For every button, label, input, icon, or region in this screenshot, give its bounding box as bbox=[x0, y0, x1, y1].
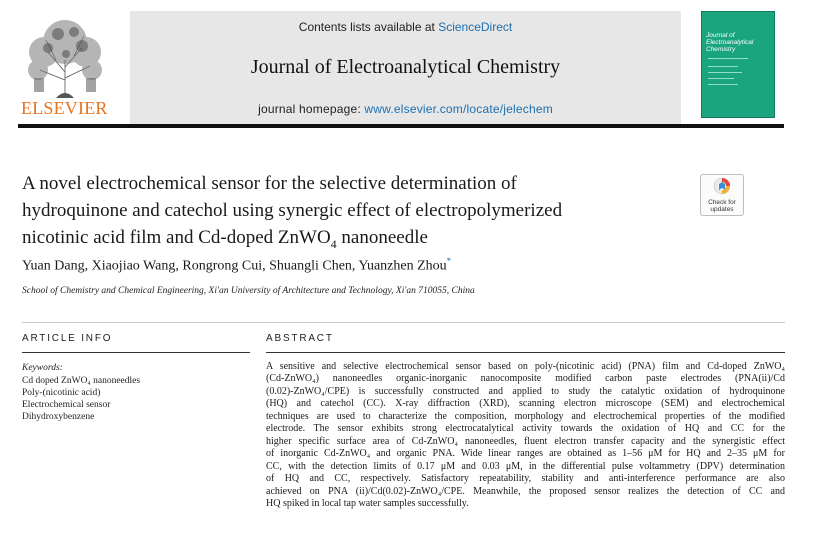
cover-divider bbox=[708, 78, 734, 79]
abstract-line: techniques are used to characterize the composition, morphology and electrochemical properties of the modified bbox=[266, 410, 785, 422]
abstract-line: (Cd-ZnWO₄) nanoneedles organic-inorganic nanocomposite modified carbon paste electrodes (PNA(ii)/Cd bbox=[266, 373, 785, 385]
cover-title-line2: Electroanalytical bbox=[706, 39, 754, 46]
keyword-item: Electrochemical sensor bbox=[22, 400, 111, 410]
title-line-3-text: nicotinic acid film and Cd-doped ZnWO bbox=[22, 227, 331, 248]
check-label-line2: updates bbox=[710, 206, 734, 213]
article-title bbox=[22, 170, 682, 258]
publisher-name: ELSEVIER bbox=[21, 98, 108, 118]
abstract-line: of HQ and CC, respectively. Satisfactory repeatability, stability and anti-interference performance are also bbox=[266, 473, 785, 485]
check-for-updates-label bbox=[700, 199, 744, 213]
author-list bbox=[22, 256, 451, 275]
cover-title bbox=[706, 32, 770, 53]
title-line-2: hydroquinone and catechol using synergic effect of electropolymerized bbox=[22, 200, 563, 221]
keywords-label: Keywords: bbox=[22, 363, 63, 373]
homepage-link[interactable]: www.elsevier.com/locate/jelechem bbox=[364, 102, 553, 116]
keyword-item: Poly-(nicotinic acid) bbox=[22, 388, 101, 398]
section-divider bbox=[22, 322, 785, 323]
abstract-body bbox=[266, 361, 785, 510]
contents-line bbox=[130, 20, 681, 34]
cover-title-line1: Journal of bbox=[706, 32, 735, 39]
title-line-3-end: nanoneedle bbox=[336, 227, 428, 248]
keyword-item: Dihydroxybenzene bbox=[22, 412, 95, 422]
contents-prefix: Contents lists available at bbox=[298, 20, 439, 34]
abstract-line: achieved on PNA (ii)/Cd(0.02)-ZnWO₄/CPE. Meanwhile, the proposed sensor realizes the detection of CC and bbox=[266, 485, 785, 497]
keyword-item: Cd doped ZnWO₄ nanoneedles bbox=[22, 376, 141, 386]
title-line-3 bbox=[22, 224, 682, 258]
cover-title-line3: Chemistry bbox=[706, 46, 736, 53]
check-label-line1: Check for bbox=[708, 199, 736, 206]
check-updates-icon bbox=[713, 177, 731, 197]
abstract-rule bbox=[266, 352, 785, 353]
abstract-line: higher specific surface area of Cd-ZnWO₄ nanoneedles, fluent electron transfer capacity and the synergistic effect bbox=[266, 435, 785, 447]
title-line-1: A novel electrochemical sensor for the selective determination of bbox=[22, 173, 517, 194]
abstract-heading: ABSTRACT bbox=[266, 333, 334, 344]
journal-title: Journal of Electroanalytical Chemistry bbox=[250, 56, 561, 78]
cover-divider bbox=[708, 58, 748, 59]
cover-divider bbox=[708, 66, 738, 67]
title-subscript: 4 bbox=[330, 236, 337, 251]
article-info-heading: ARTICLE INFO bbox=[22, 333, 113, 344]
sciencedirect-link[interactable]: ScienceDirect bbox=[438, 20, 513, 34]
abstract-line: A sensitive and selective electrochemical sensor based on poly-(nicotinic acid) (PNA) film and Cd-doped ZnWO₄ bbox=[266, 361, 785, 372]
cover-divider bbox=[708, 72, 742, 73]
journal-cover-thumbnail[interactable] bbox=[701, 11, 775, 118]
homepage-prefix: journal homepage: bbox=[258, 102, 365, 116]
cover-divider bbox=[708, 84, 738, 85]
abstract-line: (HQ) and catechol (CC). X-ray diffraction (XRD), scanning electron microscope (SEM) and electrochemical bbox=[266, 398, 785, 410]
corresponding-author-mark[interactable]: * bbox=[446, 256, 452, 266]
authors-text: Yuan Dang, Xiaojiao Wang, Rongrong Cui, Shuangli Chen, Yuanzhen Zhou bbox=[22, 258, 447, 274]
abstract-line: of inorganic Cd-ZnWO₄ and organic PNA. Wide linear ranges are obtained as 1–56 μM for HQ and 2–35 μM for bbox=[266, 448, 785, 460]
abstract-line: HQ spiked in local tap water samples successfully. bbox=[266, 497, 469, 509]
abstract-line: CC, with the detection limits of 0.17 μM and 0.03 μM, in the differential pulse voltammetry (DPV) determination bbox=[266, 460, 785, 472]
abstract-line: electrode. The sensor exhibits strong electrocatalytical activity towards the oxidation of HQ and CC for the bbox=[266, 423, 785, 435]
header-rule bbox=[18, 124, 784, 128]
abstract-line: (0.02)-ZnWO₄/CPE) is successfully constructed and applied to study the catalytic oxidation of hydroquinone bbox=[266, 385, 785, 397]
affiliation: School of Chemistry and Chemical Engineering, Xi'an University of Architecture and Technology, Xi'an 710055, China bbox=[22, 286, 475, 296]
article-info-rule bbox=[22, 352, 250, 353]
journal-homepage bbox=[130, 102, 681, 116]
keywords-list bbox=[22, 375, 140, 423]
